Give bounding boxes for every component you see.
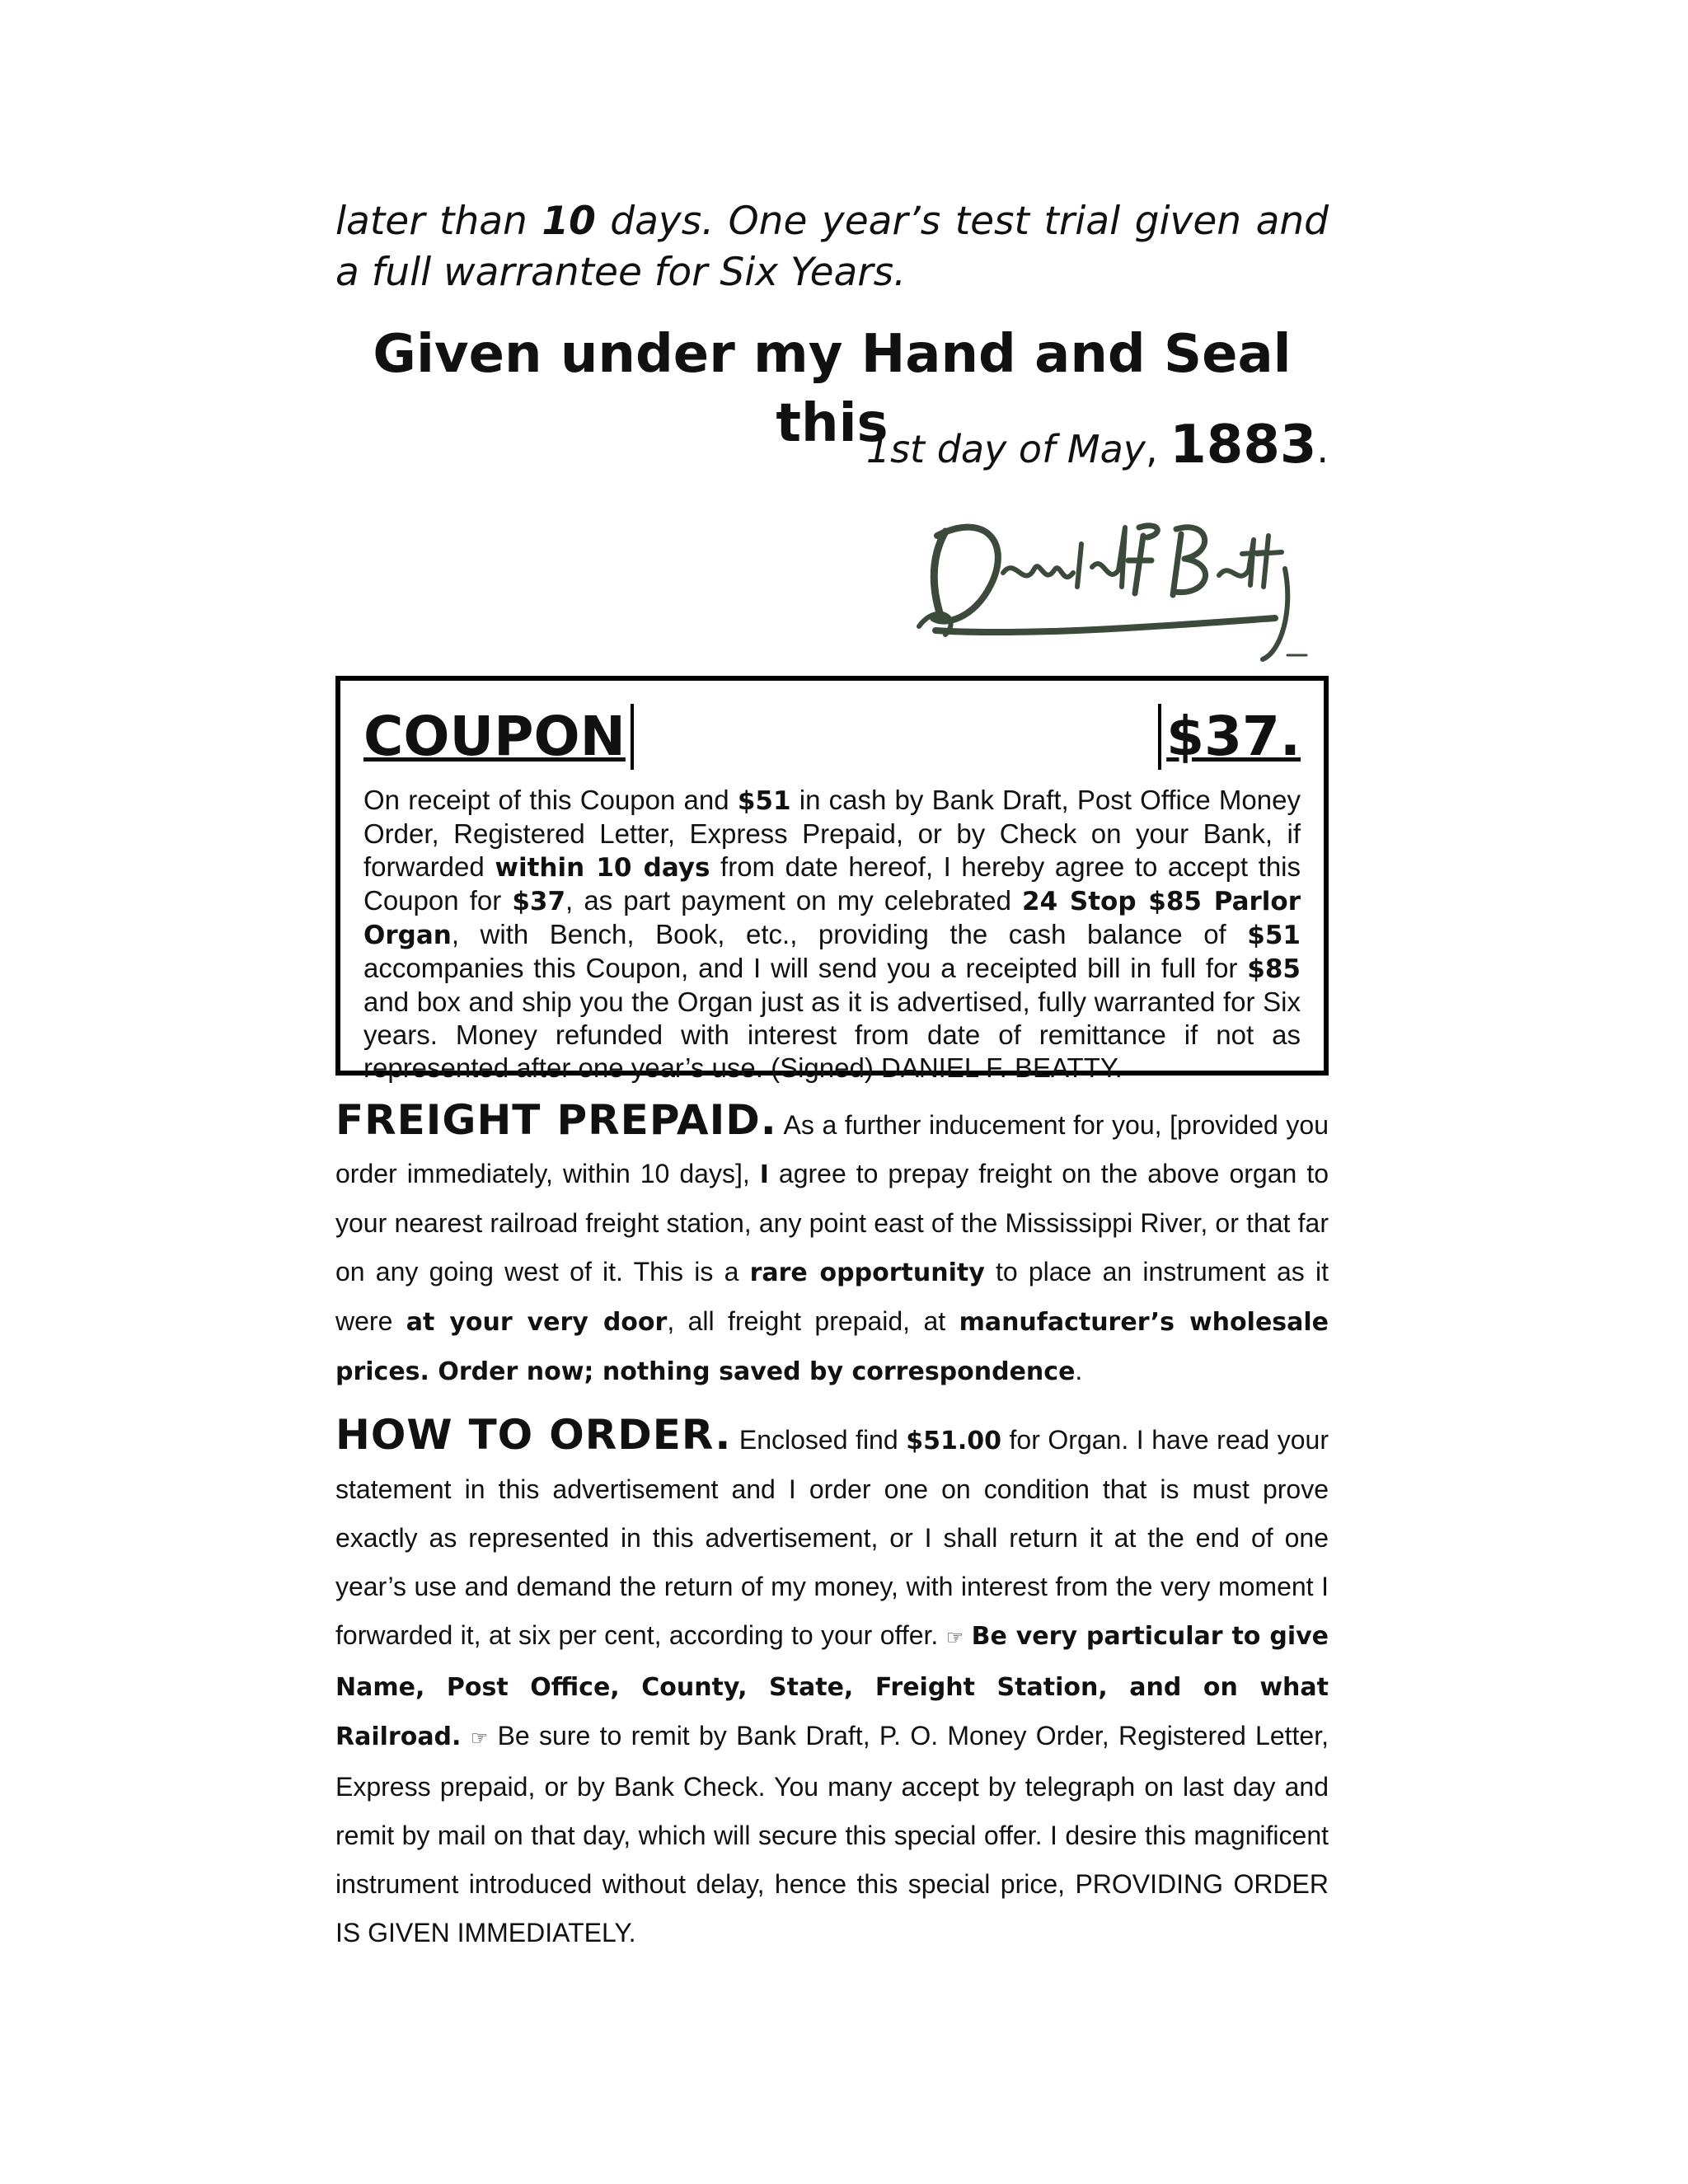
bold-text: within 10 days [495,853,710,883]
text-run: accompanies this Coupon, and I will send you a receipted bill in full for [363,953,1248,983]
text-run: , as part payment on my celebrated [565,885,1023,916]
bold-text: rare opportunity [749,1258,985,1287]
text-run: As a further inducement for you, [provided you order immediately, within 10 days], [335,1110,1329,1188]
bold-text: at your very door [406,1308,668,1337]
text-run: from date hereof, I hereby agree to accept this Coupon for [363,851,1301,916]
intro-days-bold: 10 [542,199,596,244]
pointing-hand-icon: ☞ [470,1727,489,1750]
handwritten-signature [912,494,1308,668]
bold-text: 24 Stop $85 Parlor Organ [363,887,1301,950]
bold-text: $37 [512,887,566,916]
bold-text: $51 [1247,921,1301,950]
freight-prepaid-paragraph [335,1096,1329,1396]
bold-text: Be very particular to give Name, Post Office, County, State, Freight Station, and on what Railroad. [335,1622,1329,1751]
text-run: to place an instrument as it were [335,1257,1329,1336]
bold-text: manufacturer’s wholesale prices. Order now; nothing saved by correspondence [335,1308,1329,1386]
text-run: agree to prepay freight on the above organ to your nearest railroad freight station, any point east of the Mississippi River, or that far on any going west of it. This is a [335,1159,1329,1286]
text-run: Be sure to remit by Bank Draft, P. O. Money Order, Registered Letter, Express prepaid, or by Bank Check. You many accept by telegraph on last day and remit by mail on that day, which will secure this special offer. I desire this magnificent instrument introduced without delay, hence this special price, PROVIDING ORDER IS GIVEN IMMEDIATELY. [335,1721,1329,1947]
text-run [461,1721,470,1750]
text-run: , all freight prepaid, at [667,1306,959,1336]
text-run: for Organ. I have read your statement in this advertisement and I order one on condition that is must prove exactly as represented in this advertisement, or I shall return it at the end of one year’s use and demand the return of my money, with interest from the very moment I forwarded it, at six per cent, according to your offer. [335,1425,1329,1650]
freight-prepaid-body [335,1110,1329,1385]
text-run: in cash by Bank Draft, Post Office Money Order, Registered Letter, Express Prepaid, or by Check on your Bank, if forwarded [363,785,1301,882]
intro-text-2: days. One year’s test trial given and a full warrantee for Six Years. [335,199,1329,295]
intro-text-1: later than [335,199,542,244]
text-run: . [1075,1356,1083,1385]
text-run: Enclosed find [731,1425,907,1455]
dateline [866,412,1329,482]
dateline-period: . [1316,427,1329,471]
text-run: and box and ship you the Organ just as it is advertised, fully warranted for Six years. Money refunded with interest from date of remittance if not as represented after one year’s use. (Signed) DANIEL F. BEATTY. [363,987,1301,1083]
coupon-body [363,784,1301,1085]
hand-and-seal-heading: Given under my Hand and Seal this [373,324,1292,454]
how-to-order-heading: HOW TO ORDER. [335,1411,732,1459]
bold-text: $85 [1247,954,1301,984]
bold-text: $51.00 [906,1427,1001,1455]
coupon-title: COUPON [363,704,634,770]
how-to-order-body [335,1425,1329,1947]
dateline-day: 1st day of May [865,427,1146,471]
coupon-box [335,676,1329,1083]
how-to-order-paragraph [335,1411,1329,1957]
dateline-year: 1883 [1170,415,1317,476]
text-run: On receipt of this Coupon and [363,785,738,815]
text-run [964,1620,971,1650]
coupon-price: $37. [1158,704,1301,770]
bold-text: $51 [737,786,791,816]
intro-paragraph [335,196,1329,298]
dateline-comma: , [1146,427,1170,471]
freight-prepaid-heading: FREIGHT PREPAID. [335,1096,777,1144]
text-run: , with Bench, Book, etc., providing the cash balance of [451,919,1248,949]
bold-text: I [759,1160,769,1189]
pointing-hand-icon: ☞ [945,1627,964,1649]
